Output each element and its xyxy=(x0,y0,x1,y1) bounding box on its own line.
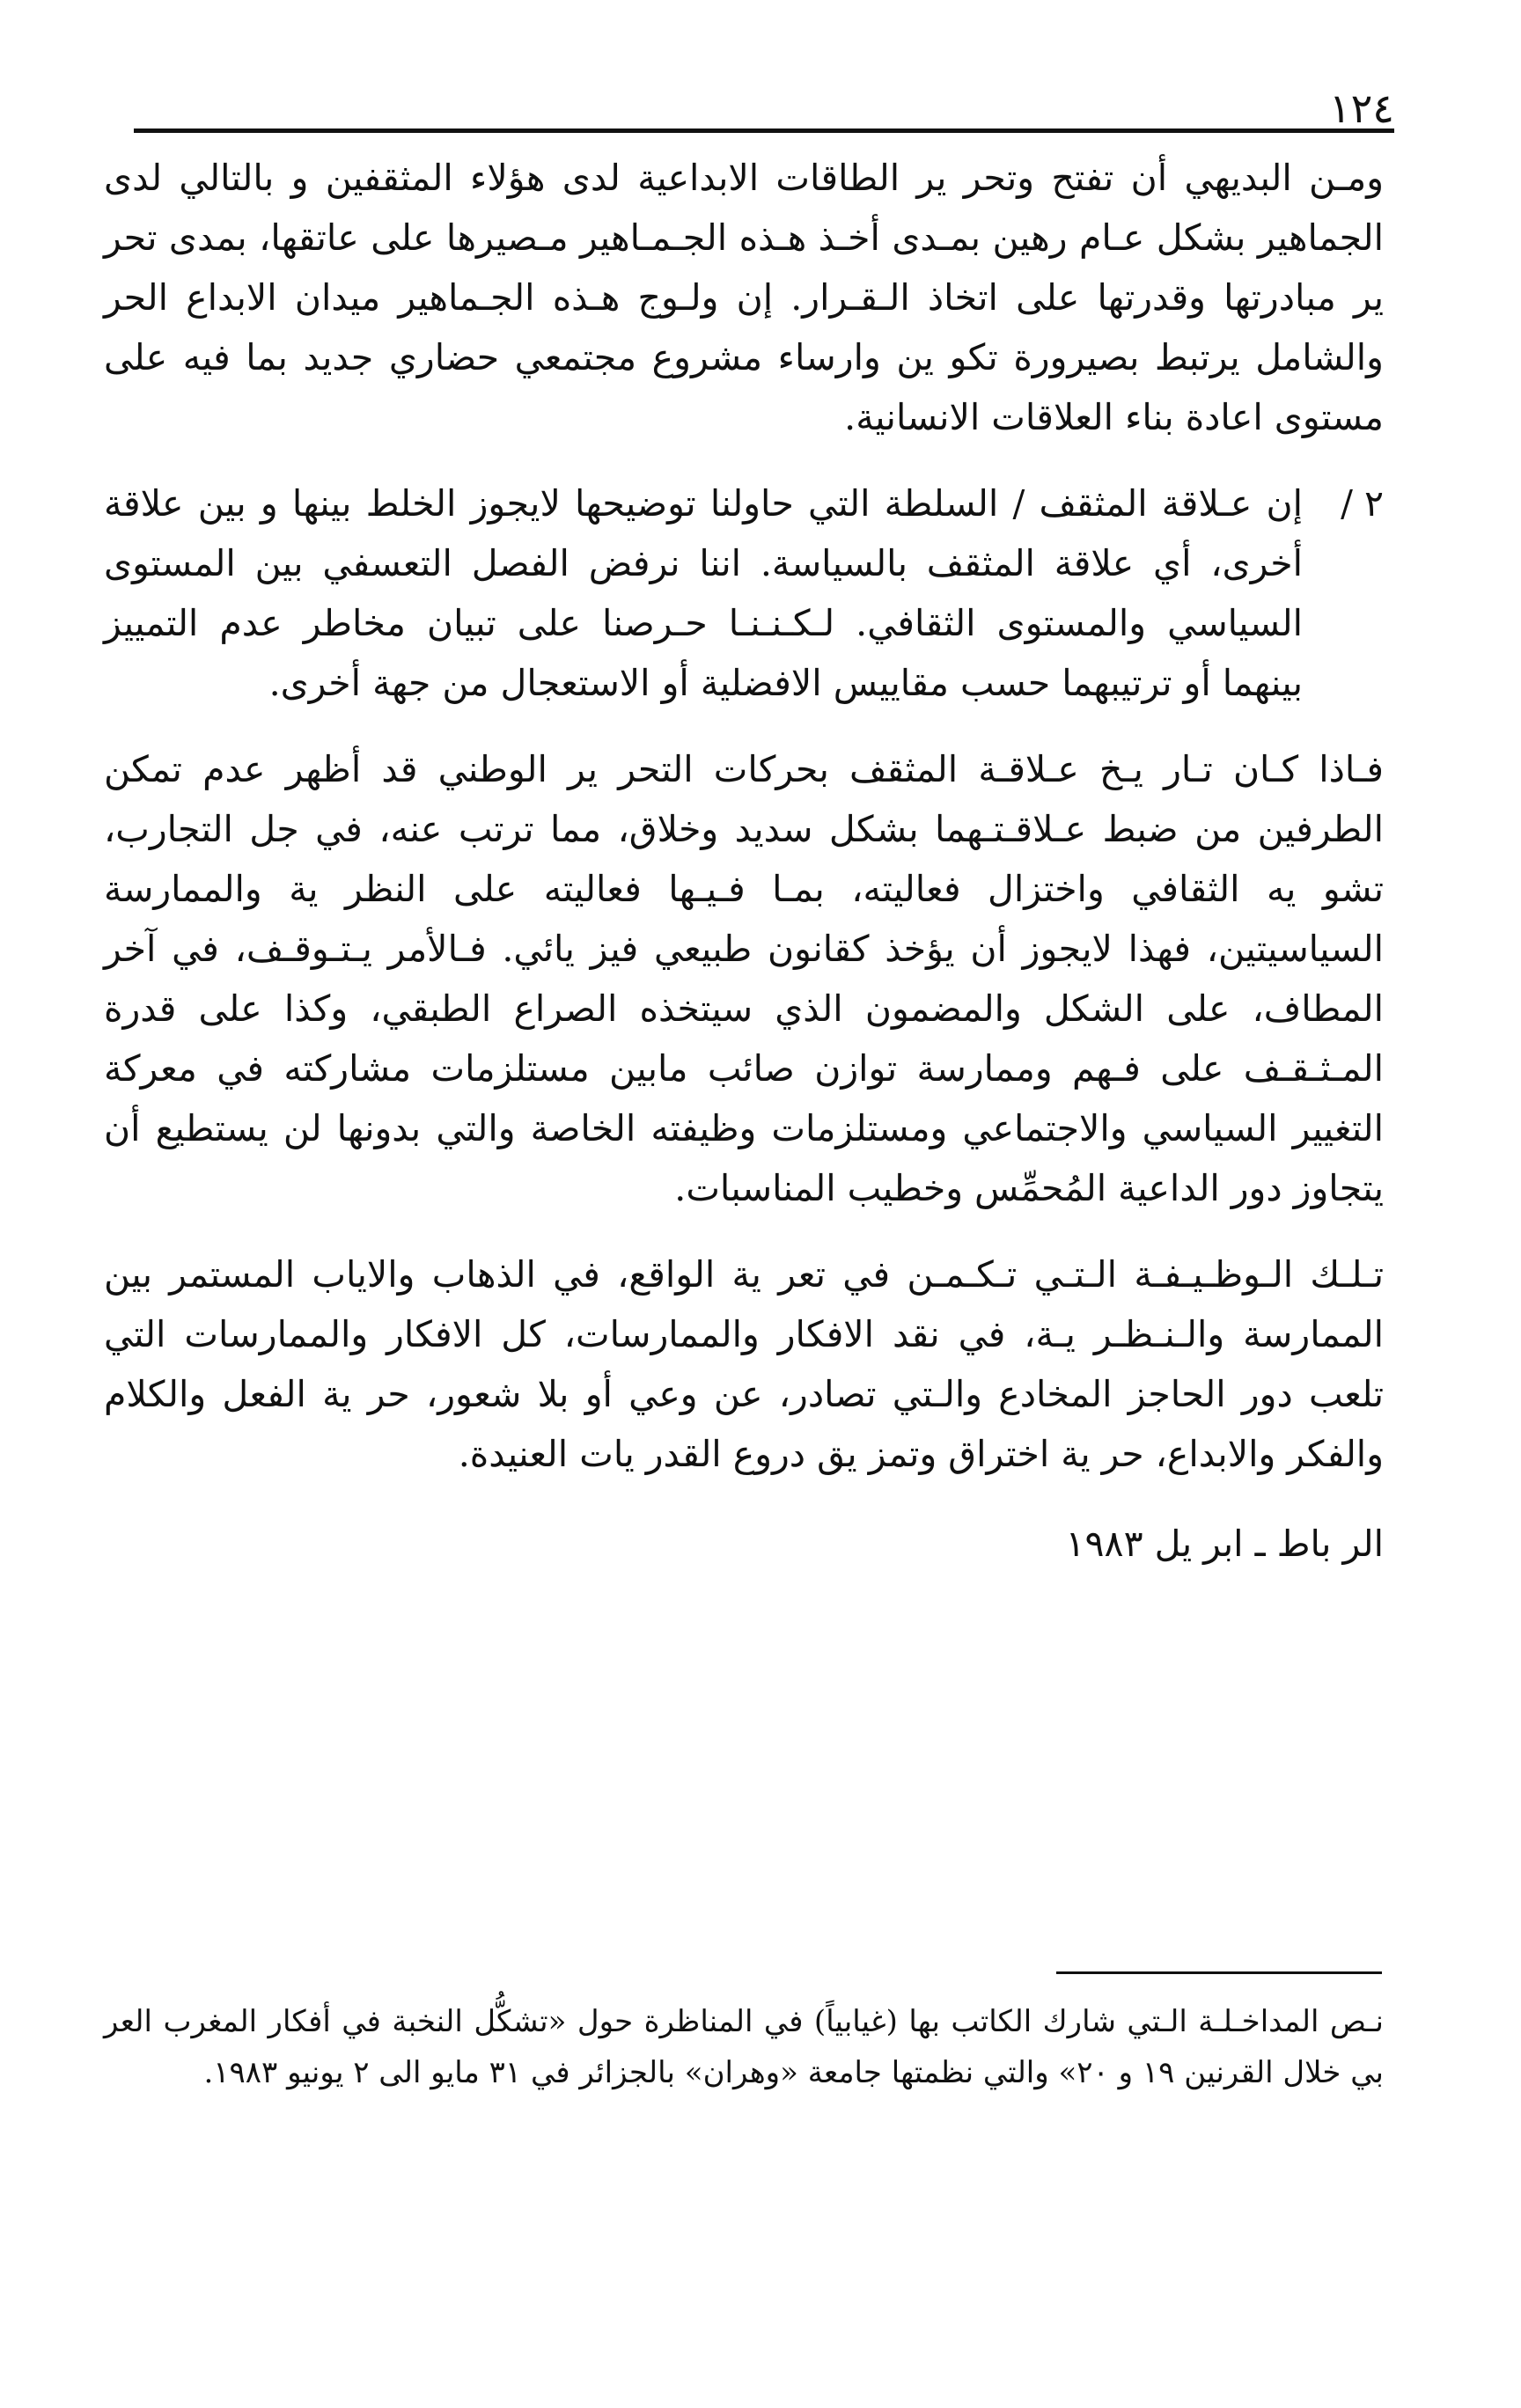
paragraph-3: تـلـك الـوظـيـفـة الـتـي تـكـمـن في تعر ية الواقع، في الذهاب والاياب المستمر بين الممارسة والـنـظـر يـة، في نقد الافكار والممارسات، كل الافكار والممارسات التي تلعب دور الحاجز المخادع والـتي تصادر، عن وعي أو بلا شعور، حر ية الفعل والكلام والفكر والابداع، حر ية اختراق وتمز يق دروع القدر يات العنيدة. xyxy=(104,1253,1384,1475)
body-text xyxy=(104,148,1384,1574)
paragraph-1: ومـن البديهي أن تفتح وتحر ير الطاقات الابداعية لدى هؤلاء المثقفين و بالتالي لدى الجماهير بشكل عـام رهين بمـدى أخـذ هـذه الجـمـاهير مـصيرها على عاتقها، بمدى تحر ير مبادرتها وقدرتها على اتخاذ الـقـرار. إن ولـوج هـذه الجـماهير ميدان الابداع الحر والشامل يرتبط بصيرورة تكو ين وارساء مشروع مجتمعي حضاري جديد بما فيه على مستوى اعادة بناء العلاقات الانسانية. xyxy=(104,157,1384,438)
paragraph-2: فـاذا كـان تـار يـخ عـلاقـة المثقف بحركات التحر ير الوطني قد أظهر عدم تمكن الطرفين من ضبط عـلاقـتـهما بشكل سديد وخلاق، مما ترتب عنه، في جل التجارب، تشو يه الثقافي واختزال فعاليته، بمـا فـيـها فعاليته على النظر ية والممارسة السياسيتين، فهذا لايجوز أن يؤخذ كقانون طبيعي فيز يائي. فـالأمر يـتـوقـف، في آخر المطاف، على الشكل والمضمون الذي سيتخذه الصراع الطبقي، وكذا على قدرة المـثـقـف على فـهم وممارسة توازن صائب مابين مستلزمات مشاركته في معركة التغيير السياسي والاجتماعي ومستلزمات وظيفته الخاصة والتي بدونها لن يستطيع أن يتجاوز دور الداعية المُحمِّس وخطيب المناسبات. xyxy=(104,748,1384,1209)
place-date-signoff: الر باط ـ ابر يل ١٩٨٣ xyxy=(1065,1523,1384,1565)
item-number: ٢ / xyxy=(1341,482,1384,525)
footnote-rule xyxy=(1056,1971,1382,1974)
footnote: نـص المداخـلـة الـتي شارك الكاتب بها (غيابياً) في المناظرة حول «تشكُّل النخبة في أفكار المغرب العر بي خلال القرنين ١٩ و ٢٠» والتي نظمتها جامعة «وهران» بالجزائر في ٣١ مايو الى ٢ يونيو ١٩٨٣. xyxy=(104,2004,1384,2090)
header-rule xyxy=(134,128,1394,133)
numbered-item-2 xyxy=(104,474,1384,713)
item-text: إن عـلاقة المثقف / السلطة التي حاولنا توضيحها لايجوز الخلط بينها و بين علاقة أخرى، أي علاقة المثقف بالسياسة. اننا نرفض الفصل التعسفي بين المستوى السياسي والمستوى الثقافي. لـكـنـنـا حـرصنا على تبيان مخاطر عدم التمييز بينهما أو ترتيبهما حسب مقاييس الافضلية أو الاستعجال من جهة أخرى. xyxy=(104,482,1303,704)
page-number: ١٢٤ xyxy=(1328,84,1394,132)
